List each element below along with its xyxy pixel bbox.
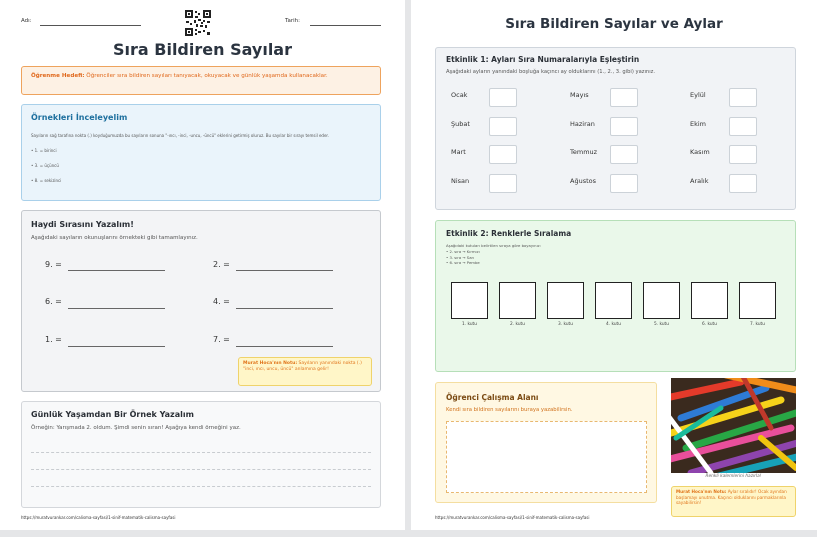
writing-line[interactable] [31, 486, 371, 487]
color-box-label: 2. kutu [510, 322, 525, 327]
colored-pencils-image [671, 378, 796, 473]
objective-box [21, 66, 381, 95]
objective-text: Öğrenme Hedefi: Öğrenciler sıra bildiren sayıları tanıyacak, okuyacak ve günlük yaşamda kullanacaklar. [31, 73, 328, 79]
color-box[interactable] [499, 282, 536, 319]
writing-line[interactable] [31, 452, 371, 453]
example-item: • 3. = üçüncü [31, 163, 59, 168]
activity-2-box [435, 220, 796, 372]
examples-heading: Örnekleri İnceleyelim [31, 113, 128, 122]
color-box[interactable] [691, 282, 728, 319]
name-line[interactable] [40, 25, 141, 26]
example-item: • 1. = birinci [31, 148, 57, 153]
month-label: Ekim [690, 120, 707, 128]
exercise-heading: Haydi Sırasını Yazalım! [31, 220, 134, 229]
activity-1-heading: Etkinlik 1: Ayları Sıra Numaralarıyla Eşleştirin [446, 55, 640, 64]
color-box-label: 7. kutu [750, 322, 765, 327]
daily-example-box [21, 401, 381, 508]
activity-2-heading: Etkinlik 2: Renklerle Sıralama [446, 229, 572, 238]
month-answer-box[interactable] [729, 174, 757, 193]
daily-heading: Günlük Yaşamdan Bir Örnek Yazalım [31, 410, 194, 419]
teacher-note-box [671, 486, 796, 517]
month-label: Kasım [690, 148, 710, 156]
month-label: Şubat [451, 120, 470, 128]
activity-1-instruction: Aşağıdaki ayların yanındaki boşluğa kaçıncı ay olduklarını (1., 2., 3. gibi) yazınız. [446, 69, 656, 75]
color-box-label: 3. kutu [558, 322, 573, 327]
study-heading: Öğrenci Çalışma Alanı [446, 393, 539, 402]
worksheet-page-1 [0, 0, 405, 530]
page-title: Sıra Bildiren Sayılar ve Aylar [505, 16, 723, 32]
teacher-note-text: Murat Hoca'nın Notu: Aylar sıralıdır! Ocak ayından başlamayı unutma. Kaçıncı olduklarını parmaklarınla sayabilirsin! [676, 489, 787, 506]
month-answer-box[interactable] [610, 88, 638, 107]
writing-line[interactable] [31, 469, 371, 470]
month-label: Mart [451, 148, 466, 156]
color-box[interactable] [643, 282, 680, 319]
teacher-note-box [238, 357, 372, 386]
month-answer-box[interactable] [489, 88, 517, 107]
month-answer-box[interactable] [610, 174, 638, 193]
examples-box [21, 104, 381, 201]
color-box[interactable] [595, 282, 632, 319]
month-answer-box[interactable] [729, 145, 757, 164]
study-area-box [435, 382, 657, 503]
month-label: Haziran [570, 120, 595, 128]
footer-url[interactable]: https://muratvurankar.com/calisma-sayfasi/1-sinif-matematik-calisma-sayfasi [435, 515, 590, 520]
month-answer-box[interactable] [610, 145, 638, 164]
month-label: Eylül [690, 91, 706, 99]
answer-line[interactable] [68, 346, 165, 347]
exercise-item-4: 4. = [213, 297, 230, 306]
exercise-item-7: 7. = [213, 335, 230, 344]
color-box-label: 1. kutu [462, 322, 477, 327]
month-answer-box[interactable] [610, 117, 638, 136]
answer-line[interactable] [68, 270, 165, 271]
exercise-instruction: Aşağıdaki sayıların okunuşlarını örnekteki gibi tamamlayınız. [31, 235, 198, 241]
exercise-item-6: 6. = [45, 297, 62, 306]
month-label: Aralık [690, 177, 709, 185]
exercise-item-2: 2. = [213, 260, 230, 269]
month-label: Ağustos [570, 177, 596, 185]
month-answer-box[interactable] [729, 88, 757, 107]
color-box-label: 4. kutu [606, 322, 621, 327]
color-box[interactable] [547, 282, 584, 319]
exercise-item-1: 1. = [45, 335, 62, 344]
answer-line[interactable] [236, 346, 333, 347]
month-answer-box[interactable] [489, 174, 517, 193]
example-item: • 8. = sekizinci [31, 178, 62, 183]
color-box[interactable] [451, 282, 488, 319]
color-box-label: 5. kutu [654, 322, 669, 327]
month-label: Nisan [451, 177, 470, 185]
activity-1-box [435, 47, 796, 210]
photo-caption: Renkli kalemlerini hazırla! [705, 474, 762, 479]
qr-code-icon [185, 10, 211, 36]
month-label: Temmuz [570, 148, 598, 156]
month-label: Ocak [451, 91, 468, 99]
exercise-box [21, 210, 381, 392]
date-label: Tarih: [285, 18, 300, 24]
answer-line[interactable] [68, 308, 165, 309]
examples-intro: Sayıların sağ tarafına nokta (.) koyduğumuzda bu sayıların sonuna "-ıncı, -inci, -uncu, -üncü" eklerini getirmiş oluruz. Bu sayılar bir sırayı temsil eder. [31, 133, 329, 138]
month-answer-box[interactable] [489, 145, 517, 164]
study-writing-area[interactable] [446, 421, 647, 493]
answer-line[interactable] [236, 308, 333, 309]
date-line[interactable] [310, 25, 381, 26]
activity-2-instructions: Aşağıdaki kutuları belirtilen sıraya göre boyayınız: • 2. sıra → Kırmızı • 3. sıra → Sarı • 6. sıra → Pembe [446, 243, 541, 266]
name-label: Adı: [21, 18, 32, 24]
exercise-item-9: 9. = [45, 260, 62, 269]
study-text: Kendi sıra bildiren sayılarını buraya yazabilirsin. [446, 407, 573, 413]
page-title: Sıra Bildiren Sayılar [113, 40, 292, 59]
teacher-note-text: Murat Hoca'nın Notu: Sayıların yanındaki nokta (.) "inci, ıncı, uncu, üncü" anlamına gelir! [243, 361, 362, 372]
month-answer-box[interactable] [729, 117, 757, 136]
daily-text: Örneğin: Yarışmada 2. oldum. Şimdi senin sıran! Aşağıya kendi örneğini yaz. [31, 425, 241, 431]
answer-line[interactable] [236, 270, 333, 271]
color-box[interactable] [739, 282, 776, 319]
worksheet-page-2 [411, 0, 817, 530]
month-label: Mayıs [570, 91, 589, 99]
footer-url[interactable]: https://muratvurankar.com/calisma-sayfasi/1-sinif-matematik-calisma-sayfasi [21, 515, 176, 520]
color-box-label: 6. kutu [702, 322, 717, 327]
month-answer-box[interactable] [489, 117, 517, 136]
